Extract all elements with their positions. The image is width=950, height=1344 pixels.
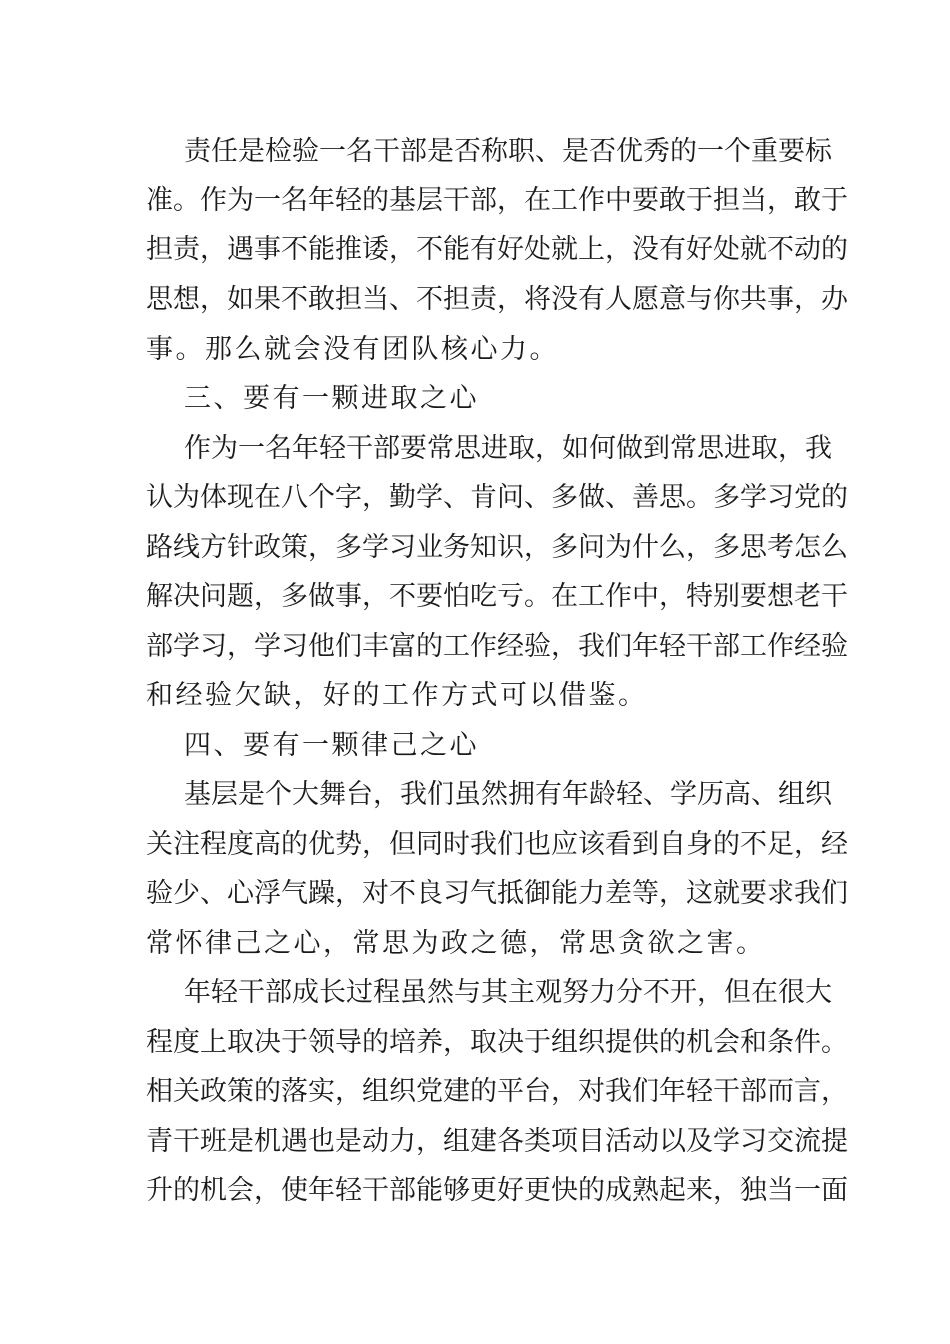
paragraph-3-line-3: 验少、心浮气躁，对不良习气抵御能力差等，这就要求我们 <box>146 878 848 909</box>
section-heading-3: 三、要有一颗进取之心 <box>184 383 479 414</box>
paragraph-2-line-5: 部学习，学习他们丰富的工作经验，我们年轻干部工作经验 <box>146 631 848 662</box>
paragraph-2-line-3: 路线方针政策，多学习业务知识，多问为什么，多思考怎么 <box>146 532 848 563</box>
paragraph-1-line-1: 责任是检验一名干部是否称职、是否优秀的一个重要标 <box>184 136 832 167</box>
paragraph-3-line-1: 基层是个大舞台，我们虽然拥有年龄轻、学历高、组织 <box>184 779 832 810</box>
paragraph-4-line-1: 年轻干部成长过程虽然与其主观努力分不开，但在很大 <box>184 977 832 1008</box>
paragraph-4-line-3: 相关政策的落实，组织党建的平台，对我们年轻干部而言， <box>146 1076 848 1107</box>
section-heading-4: 四、要有一颗律己之心 <box>184 730 479 761</box>
paragraph-2-line-6: 和经验欠缺，好的工作方式可以借鉴。 <box>146 680 648 711</box>
paragraph-4-line-4: 青干班是机遇也是动力，组建各类项目活动以及学习交流提 <box>146 1126 848 1157</box>
paragraph-2-line-2: 认为体现在八个字，勤学、肯问、多做、善思。多学习党的 <box>146 482 848 513</box>
paragraph-2-line-4: 解决问题，多做事，不要怕吃亏。在工作中，特别要想老干 <box>146 581 848 612</box>
paragraph-1-line-3: 担责，遇事不能推诿，不能有好处就上，没有好处就不动的 <box>146 234 848 265</box>
paragraph-1-line-4: 思想，如果不敢担当、不担责，将没有人愿意与你共事，办 <box>146 284 848 315</box>
paragraph-4-line-5: 升的机会，使年轻干部能够更好更快的成熟起来，独当一面 <box>146 1175 848 1206</box>
paragraph-3-line-4: 常怀律己之心，常思为政之德，常思贪欲之害。 <box>146 928 766 959</box>
paragraph-4-line-2: 程度上取决于领导的培养，取决于组织提供的机会和条件。 <box>146 1027 848 1058</box>
paragraph-1-line-2: 准。作为一名年轻的基层干部，在工作中要敢于担当，敢于 <box>146 185 848 216</box>
paragraph-3-line-2: 关注程度高的优势，但同时我们也应该看到自身的不足，经 <box>146 829 848 860</box>
paragraph-2-line-1: 作为一名年轻干部要常思进取，如何做到常思进取，我 <box>184 433 832 464</box>
paragraph-1-line-5: 事。那么就会没有团队核心力。 <box>146 334 559 365</box>
